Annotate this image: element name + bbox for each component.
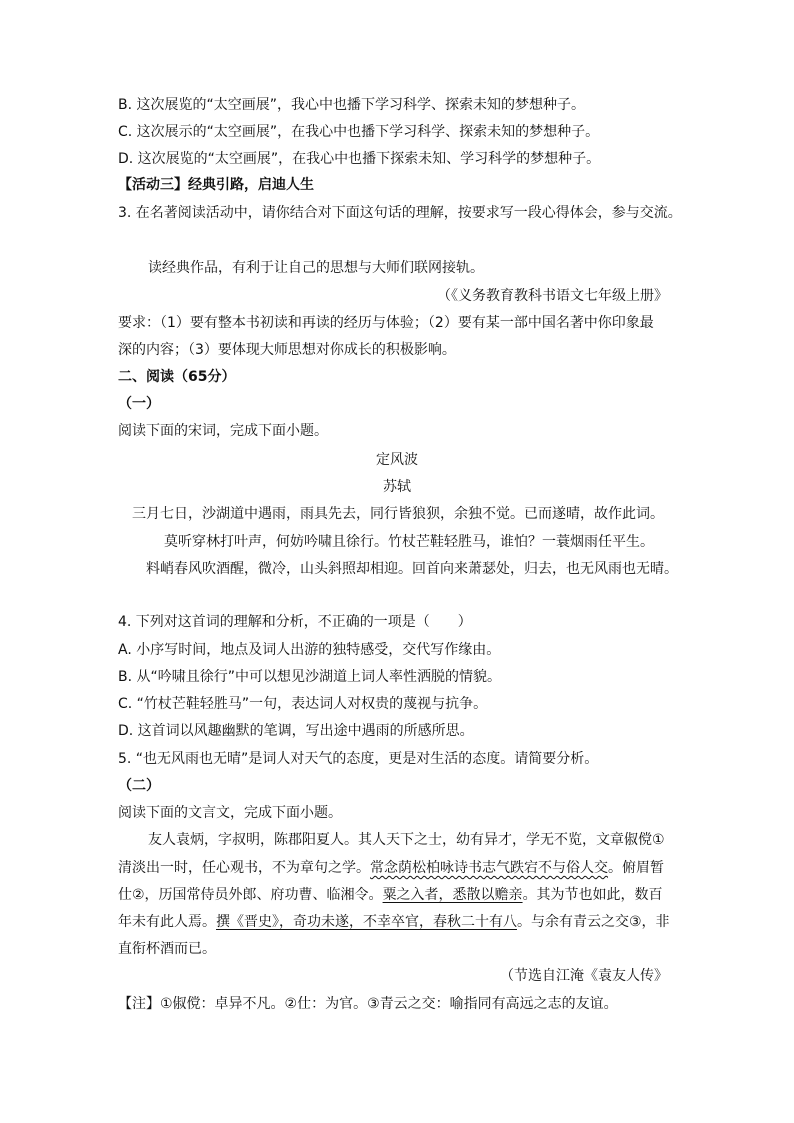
activity3-heading: 【活动三】经典引路，启迪人生 (118, 177, 314, 193)
poem-line-2: 料峭春风吹酒醒，微冷，山头斜照却相迎。回首向来萧瑟处，归去，也无风雨也无晴。 (146, 561, 678, 577)
passage-text: 。与余有青云之交③，非 (517, 914, 670, 930)
option-c: C. 这次展示的“太空画展”，在我心中也播下学习科学、探索未知的梦想种子。 (118, 124, 600, 140)
q4-option-b: B. 从“吟啸且徐行”中可以想见沙湖道上词人率性洒脱的情貌。 (118, 669, 502, 685)
poem-line-1: 莫听穿林打叶声，何妨吟啸且徐行。竹杖芒鞋轻胜马，谁怕？一蓑烟雨任平生。 (164, 534, 654, 550)
wavy-underlined-sentence: 常念荫松柏咏诗书志气跌宕不与俗人交 (370, 860, 608, 876)
question-3: 3. 在名著阅读活动中，请你结合对下面这句话的理解，按要求写一段心得体会，参与交流。 (118, 205, 682, 221)
poem-title: 定风波 (376, 452, 418, 468)
passage-text: 。俯眉暂 (608, 860, 664, 876)
passage-line-5: 直衔杯酒而已。 (118, 941, 216, 957)
quote-text: 读经典作品，有利于让自己的思想与大师们联网接轨。 (148, 260, 484, 276)
poem-preface: 三月七日，沙湖道中遇雨，雨具先去，同行皆狼狈，余独不觉。已而遂晴，故作此词。 (132, 506, 664, 522)
q4-option-a: A. 小序写时间，地点及词人出游的独特感受，交代写作缘由。 (118, 642, 501, 658)
part2-instruction: 阅读下面的文言文，完成下面小题。 (118, 805, 342, 821)
option-d: D. 这次展览的“太空画展”，在我心中也播下探索未知、学习科学的梦想种子。 (118, 151, 601, 167)
requirement-line-1: 要求：（1）要有整本书初读和再读的经历与体验；（2）要有某一部中国名著中你印象最 (118, 315, 654, 331)
quote-source: （《义务教育教科书语文七年级上册》 (437, 288, 668, 304)
passage-line-1: 友人袁炳，字叔明，陈郡阳夏人。其人天下之士，幼有异才，学无不览，文章俶傥① (148, 832, 665, 848)
passage-text: 清淡出一时，任心观书，不为章句之学。 (118, 860, 370, 876)
passage-text: 年未有此人焉。 (118, 914, 216, 930)
passage-text: 。其为节也如此，数百 (522, 887, 663, 903)
annotation-note: 【注】①俶傥：卓异不凡。②仕：为官。③青云之交：喻指同有高远之志的友谊。 (118, 996, 618, 1012)
underlined-sentence: 撰《晋史》，奇功未遂，不幸卒官，春秋二十有八 (216, 914, 517, 930)
part1-instruction: 阅读下面的宋词，完成下面小题。 (118, 423, 328, 439)
part1-label: （一） (118, 396, 160, 412)
passage-line-2 (118, 858, 664, 878)
section2-heading: 二、阅读（65分） (118, 369, 236, 385)
q4-option-d: D. 这首词以风趣幽默的笔调，写出途中遇雨的所感所思。 (118, 723, 474, 739)
option-b: B. 这次展览的“太空画展”，我心中也播下学习科学、探索未知的梦想种子。 (118, 97, 586, 113)
passage-text: 仕②，历国常侍员外郎、府功曹、临湘令。 (118, 887, 383, 903)
poem-author: 苏轼 (383, 479, 411, 495)
passage-line-4 (118, 912, 670, 932)
q4-option-c: C. “竹杖芒鞋轻胜马”一句，表达词人对权贵的蔑视与抗争。 (118, 696, 488, 712)
question-4: 4. 下列对这首词的理解和分析，不正确的一项是（ ） (118, 614, 472, 630)
underlined-sentence: 粟之入者，悉散以赡亲 (382, 887, 523, 903)
question-5: 5. “也无风雨也无晴”是词人对天气的态度，更是对生活的态度。请简要分析。 (118, 751, 599, 767)
passage-line-3 (118, 885, 663, 905)
requirement-line-2: 深的内容；（3）要体现大师思想对你成长的积极影响。 (118, 342, 456, 358)
passage-source: （节选自江淹《袁友人传》 (500, 968, 668, 984)
part2-label: （二） (118, 778, 160, 794)
